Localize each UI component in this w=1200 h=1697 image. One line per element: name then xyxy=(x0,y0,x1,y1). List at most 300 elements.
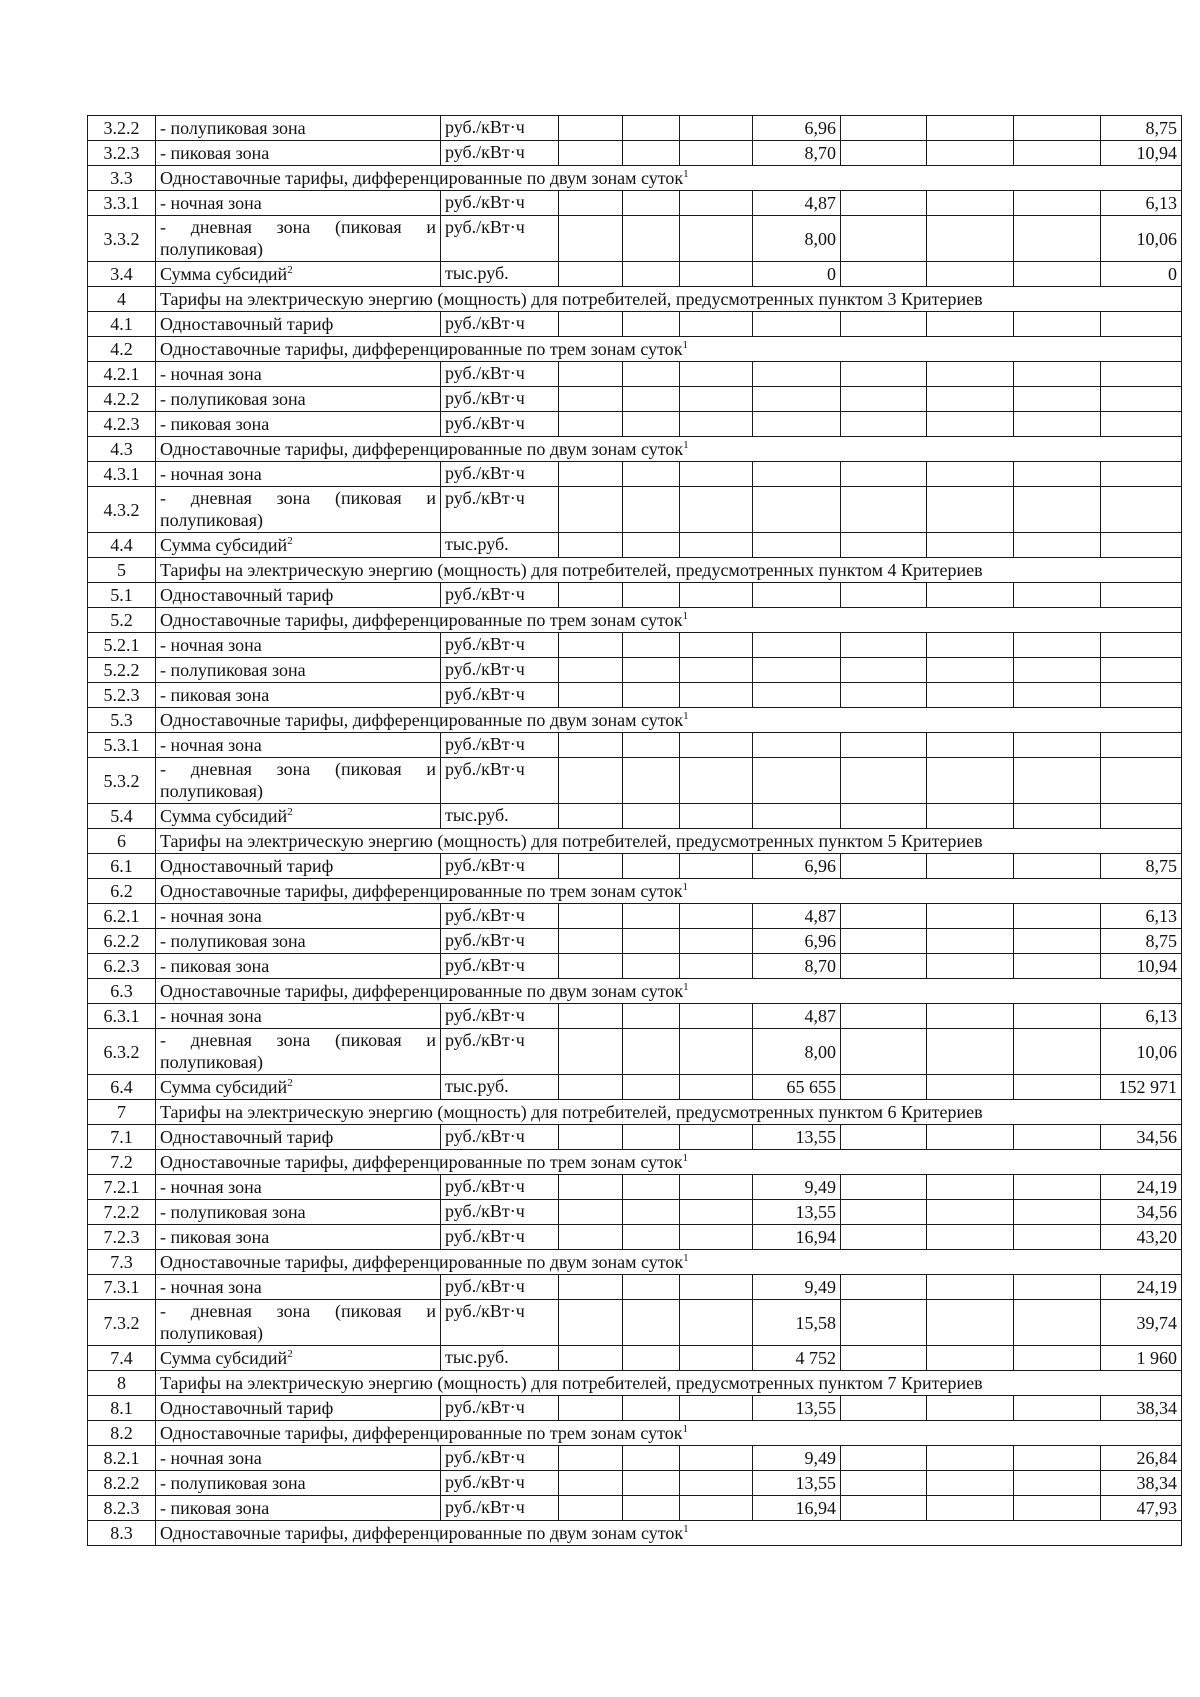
value-cell-text: 8,70 xyxy=(804,956,836,976)
value-cell xyxy=(927,116,1014,141)
row-number-cell xyxy=(88,1421,156,1446)
table-section-row xyxy=(88,558,1182,583)
value-cell xyxy=(927,362,1014,387)
row-number-cell-text: 5.3 xyxy=(110,710,133,730)
footnote-marker: 2 xyxy=(287,535,293,547)
value-cell xyxy=(680,954,753,979)
table-row xyxy=(88,904,1182,929)
value-cell xyxy=(753,412,841,437)
indicator-name-cell xyxy=(156,904,441,929)
value-cell xyxy=(623,462,680,487)
section-title-cell xyxy=(156,979,1182,1004)
section-title-cell-text: Одноставочные тарифы, дифференцированные по трем зонам суток xyxy=(160,1423,683,1443)
value-cell xyxy=(559,191,623,216)
value-cell xyxy=(680,412,753,437)
value-cell xyxy=(753,1125,841,1150)
value-cell-text: 24,19 xyxy=(1136,1277,1177,1297)
value-cell xyxy=(927,533,1014,558)
row-number-cell-text: 6.1 xyxy=(110,856,133,876)
value-cell xyxy=(841,929,927,954)
value-cell xyxy=(1014,733,1101,758)
value-cell xyxy=(1101,262,1182,287)
unit-cell xyxy=(441,312,559,337)
value-cell-text: 13,55 xyxy=(795,1127,836,1147)
value-cell xyxy=(841,1075,927,1100)
indicator-name-cell xyxy=(156,312,441,337)
value-cell xyxy=(841,1029,927,1075)
indicator-name-cell xyxy=(156,191,441,216)
row-number-cell-text: 4.2 xyxy=(110,339,133,359)
value-cell xyxy=(1101,929,1182,954)
value-cell-text: 8,00 xyxy=(804,1041,836,1062)
row-number-cell-text: 6.4 xyxy=(110,1077,133,1097)
value-cell xyxy=(559,462,623,487)
value-cell xyxy=(1101,141,1182,166)
value-cell xyxy=(623,262,680,287)
row-number-cell-text: 8.3 xyxy=(110,1523,133,1543)
value-cell xyxy=(559,487,623,533)
row-number-cell xyxy=(88,533,156,558)
value-cell xyxy=(559,1275,623,1300)
value-cell xyxy=(680,1175,753,1200)
value-cell xyxy=(559,1125,623,1150)
value-cell xyxy=(623,954,680,979)
row-number-cell-text: 5.4 xyxy=(110,806,133,826)
table-row xyxy=(88,633,1182,658)
table-section-row xyxy=(88,879,1182,904)
indicator-name-cell-text: - дневная зона (пиковая и полупиковая) xyxy=(160,1301,436,1343)
value-cell-text: 6,96 xyxy=(804,118,836,138)
indicator-name-cell-text: - ночная зона xyxy=(160,364,262,384)
value-cell xyxy=(559,362,623,387)
unit-cell xyxy=(441,1346,559,1371)
table-row xyxy=(88,533,1182,558)
row-number-cell xyxy=(88,904,156,929)
row-number-cell xyxy=(88,1075,156,1100)
value-cell xyxy=(753,362,841,387)
value-cell xyxy=(841,487,927,533)
row-number-cell-text: 4.2.1 xyxy=(103,364,140,384)
indicator-name-cell-text: Одноставочный тариф xyxy=(160,1127,334,1147)
value-cell xyxy=(753,1346,841,1371)
table-row xyxy=(88,1396,1182,1421)
unit-cell xyxy=(441,683,559,708)
value-cell xyxy=(927,1446,1014,1471)
indicator-name-cell-text: - дневная зона (пиковая и полупиковая) xyxy=(160,217,436,259)
indicator-name-cell-text: Сумма субсидий xyxy=(160,1077,288,1097)
indicator-name-cell-text: - полупиковая зона xyxy=(160,931,306,951)
value-cell xyxy=(1014,533,1101,558)
value-cell xyxy=(559,733,623,758)
value-cell xyxy=(753,141,841,166)
value-cell-text: 16,94 xyxy=(795,1498,836,1518)
unit-cell xyxy=(441,141,559,166)
value-cell xyxy=(559,804,623,829)
value-cell xyxy=(680,462,753,487)
value-cell xyxy=(680,1346,753,1371)
value-cell xyxy=(841,362,927,387)
value-cell-text: 43,20 xyxy=(1136,1227,1177,1247)
value-cell xyxy=(680,904,753,929)
unit-cell-text: руб./кВт·ч xyxy=(445,1201,525,1221)
value-cell xyxy=(680,1200,753,1225)
value-cell xyxy=(1101,191,1182,216)
row-number-cell xyxy=(88,1371,156,1396)
value-cell xyxy=(1101,312,1182,337)
value-cell xyxy=(559,929,623,954)
table-section-row xyxy=(88,1150,1182,1175)
indicator-name-cell xyxy=(156,116,441,141)
value-cell xyxy=(753,487,841,533)
value-cell xyxy=(623,487,680,533)
indicator-name-cell xyxy=(156,387,441,412)
value-cell-text: 26,84 xyxy=(1136,1448,1177,1468)
value-cell xyxy=(680,1396,753,1421)
value-cell xyxy=(841,412,927,437)
unit-cell-text: руб./кВт·ч xyxy=(445,1447,525,1467)
value-cell xyxy=(680,312,753,337)
indicator-name-cell-text: Одноставочный тариф xyxy=(160,856,334,876)
row-number-cell xyxy=(88,262,156,287)
value-cell-text: 9,49 xyxy=(804,1448,836,1468)
section-title-cell-text: Одноставочные тарифы, дифференцированные по двум зонам суток xyxy=(160,168,684,188)
row-number-cell-text: 4.2.2 xyxy=(103,389,140,409)
unit-cell-text: руб./кВт·ч xyxy=(445,1497,525,1517)
value-cell xyxy=(623,116,680,141)
value-cell xyxy=(559,1471,623,1496)
table-row xyxy=(88,854,1182,879)
value-cell xyxy=(841,462,927,487)
value-cell-text: 65 655 xyxy=(786,1077,836,1097)
unit-cell xyxy=(441,1225,559,1250)
value-cell xyxy=(841,583,927,608)
value-cell xyxy=(753,929,841,954)
value-cell xyxy=(1101,1175,1182,1200)
value-cell xyxy=(927,804,1014,829)
unit-cell-text: руб./кВт·ч xyxy=(445,634,525,654)
indicator-name-cell xyxy=(156,141,441,166)
unit-cell-text: руб./кВт·ч xyxy=(445,759,525,779)
indicator-name-cell xyxy=(156,412,441,437)
value-cell xyxy=(841,804,927,829)
indicator-name-cell xyxy=(156,854,441,879)
value-cell xyxy=(1101,1496,1182,1521)
indicator-name-cell-text: - полупиковая зона xyxy=(160,118,306,138)
value-cell xyxy=(559,533,623,558)
value-cell xyxy=(753,1275,841,1300)
row-number-cell xyxy=(88,658,156,683)
value-cell xyxy=(841,262,927,287)
value-cell-text: 10,94 xyxy=(1136,956,1177,976)
value-cell xyxy=(753,1300,841,1346)
value-cell xyxy=(623,533,680,558)
value-cell xyxy=(927,854,1014,879)
footnote-marker: 1 xyxy=(683,981,689,993)
value-cell xyxy=(680,658,753,683)
indicator-name-cell-text: - дневная зона (пиковая и полупиковая) xyxy=(160,759,436,801)
indicator-name-cell-text: - дневная зона (пиковая и полупиковая) xyxy=(160,1030,436,1072)
value-cell xyxy=(1014,1004,1101,1029)
value-cell xyxy=(841,1496,927,1521)
row-number-cell xyxy=(88,1250,156,1275)
value-cell xyxy=(1014,387,1101,412)
row-number-cell-text: 7.3 xyxy=(110,1252,133,1272)
table-section-row xyxy=(88,1421,1182,1446)
value-cell xyxy=(927,1075,1014,1100)
section-title-cell xyxy=(156,1150,1182,1175)
row-number-cell xyxy=(88,437,156,462)
value-cell xyxy=(1014,1075,1101,1100)
value-cell xyxy=(753,758,841,804)
value-cell xyxy=(623,1396,680,1421)
unit-cell-text: руб./кВт·ч xyxy=(445,1397,525,1417)
indicator-name-cell-text: - ночная зона xyxy=(160,1006,262,1026)
value-cell xyxy=(753,683,841,708)
value-cell xyxy=(927,141,1014,166)
table-row xyxy=(88,262,1182,287)
value-cell xyxy=(1014,1200,1101,1225)
row-number-cell-text: 7.2 xyxy=(110,1152,133,1172)
indicator-name-cell-text: Одноставочный тариф xyxy=(160,314,334,334)
value-cell xyxy=(927,1471,1014,1496)
value-cell xyxy=(559,1225,623,1250)
value-cell xyxy=(841,141,927,166)
value-cell xyxy=(1101,487,1182,533)
row-number-cell-text: 4.3.1 xyxy=(103,464,140,484)
value-cell xyxy=(1101,633,1182,658)
value-cell xyxy=(753,954,841,979)
value-cell xyxy=(1014,1346,1101,1371)
footnote-marker: 1 xyxy=(683,168,689,180)
unit-cell-text: руб./кВт·ч xyxy=(445,1176,525,1196)
table-row xyxy=(88,954,1182,979)
value-cell xyxy=(680,1275,753,1300)
table-row xyxy=(88,658,1182,683)
value-cell xyxy=(559,1004,623,1029)
value-cell xyxy=(1014,1496,1101,1521)
value-cell xyxy=(1101,583,1182,608)
footnote-marker: 1 xyxy=(683,439,689,451)
value-cell xyxy=(841,1125,927,1150)
unit-cell xyxy=(441,412,559,437)
row-number-cell xyxy=(88,633,156,658)
value-cell xyxy=(841,1446,927,1471)
value-cell-text: 38,34 xyxy=(1136,1398,1177,1418)
table-section-row xyxy=(88,708,1182,733)
value-cell-text: 10,06 xyxy=(1136,1041,1177,1062)
table-row xyxy=(88,116,1182,141)
row-number-cell xyxy=(88,487,156,533)
indicator-name-cell xyxy=(156,683,441,708)
row-number-cell xyxy=(88,216,156,262)
value-cell-text: 8,75 xyxy=(1145,856,1177,876)
unit-cell-text: руб./кВт·ч xyxy=(445,463,525,483)
value-cell xyxy=(623,758,680,804)
value-cell xyxy=(559,216,623,262)
value-cell xyxy=(623,1346,680,1371)
value-cell xyxy=(927,733,1014,758)
indicator-name-cell-text: - ночная зона xyxy=(160,635,262,655)
row-number-cell-text: 5.2.1 xyxy=(103,635,140,655)
row-number-cell-text: 8.2.3 xyxy=(103,1498,140,1518)
row-number-cell xyxy=(88,1521,156,1546)
unit-cell xyxy=(441,191,559,216)
table-row xyxy=(88,583,1182,608)
unit-cell xyxy=(441,1004,559,1029)
indicator-name-cell-text: - ночная зона xyxy=(160,1277,262,1297)
value-cell-text: 8,70 xyxy=(804,143,836,163)
unit-cell-text: руб./кВт·ч xyxy=(445,684,525,704)
indicator-name-cell-text: - полупиковая зона xyxy=(160,389,306,409)
value-cell xyxy=(1014,141,1101,166)
unit-cell xyxy=(441,533,559,558)
row-number-cell-text: 5.2.3 xyxy=(103,685,140,705)
value-cell xyxy=(680,1496,753,1521)
row-number-cell xyxy=(88,1446,156,1471)
value-cell xyxy=(927,412,1014,437)
row-number-cell-text: 4.1 xyxy=(110,314,133,334)
table-row xyxy=(88,1275,1182,1300)
value-cell xyxy=(623,1200,680,1225)
value-cell xyxy=(559,262,623,287)
value-cell xyxy=(623,733,680,758)
value-cell xyxy=(927,633,1014,658)
row-number-cell xyxy=(88,879,156,904)
value-cell xyxy=(927,216,1014,262)
value-cell xyxy=(623,1125,680,1150)
value-cell xyxy=(1014,1275,1101,1300)
row-number-cell xyxy=(88,558,156,583)
row-number-cell-text: 3.4 xyxy=(110,264,133,284)
value-cell xyxy=(1014,191,1101,216)
unit-cell xyxy=(441,954,559,979)
table-section-row xyxy=(88,337,1182,362)
row-number-cell xyxy=(88,387,156,412)
value-cell xyxy=(623,387,680,412)
row-number-cell-text: 7.1 xyxy=(110,1127,133,1147)
value-cell xyxy=(1101,1029,1182,1075)
table-row xyxy=(88,1300,1182,1346)
value-cell xyxy=(559,633,623,658)
row-number-cell-text: 5 xyxy=(117,560,126,580)
value-cell xyxy=(623,1004,680,1029)
value-cell xyxy=(623,1471,680,1496)
section-title-cell-text: Тарифы на электрическую энергию (мощность) для потребителей, предусмотренных пунктом 5 Критериев xyxy=(160,831,983,851)
section-title-cell-text: Одноставочные тарифы, дифференцированные по трем зонам суток xyxy=(160,1152,683,1172)
row-number-cell xyxy=(88,166,156,191)
value-cell xyxy=(927,1029,1014,1075)
value-cell xyxy=(927,462,1014,487)
value-cell xyxy=(927,1125,1014,1150)
unit-cell-text: руб./кВт·ч xyxy=(445,192,525,212)
value-cell xyxy=(1101,1300,1182,1346)
section-title-cell xyxy=(156,287,1182,312)
value-cell xyxy=(841,1346,927,1371)
value-cell xyxy=(623,1496,680,1521)
value-cell xyxy=(841,216,927,262)
section-title-cell xyxy=(156,829,1182,854)
value-cell xyxy=(680,262,753,287)
footnote-marker: 1 xyxy=(682,339,688,351)
value-cell-text: 152 971 xyxy=(1118,1077,1177,1097)
value-cell xyxy=(927,387,1014,412)
value-cell xyxy=(680,1125,753,1150)
footnote-marker: 2 xyxy=(287,1077,293,1089)
value-cell xyxy=(927,904,1014,929)
row-number-cell xyxy=(88,412,156,437)
value-cell xyxy=(927,954,1014,979)
row-number-cell xyxy=(88,954,156,979)
value-cell xyxy=(753,1029,841,1075)
value-cell xyxy=(1014,216,1101,262)
value-cell xyxy=(623,904,680,929)
indicator-name-cell-text: - ночная зона xyxy=(160,464,262,484)
table-row xyxy=(88,929,1182,954)
value-cell xyxy=(1014,362,1101,387)
table-row xyxy=(88,191,1182,216)
value-cell xyxy=(680,929,753,954)
indicator-name-cell xyxy=(156,1125,441,1150)
value-cell-text: 8,75 xyxy=(1145,118,1177,138)
value-cell-text: 4,87 xyxy=(804,193,836,213)
footnote-marker: 2 xyxy=(287,806,293,818)
table-row xyxy=(88,412,1182,437)
value-cell xyxy=(1101,1446,1182,1471)
row-number-cell-text: 8 xyxy=(117,1373,126,1393)
value-cell xyxy=(559,658,623,683)
row-number-cell xyxy=(88,287,156,312)
indicator-name-cell xyxy=(156,1496,441,1521)
indicator-name-cell xyxy=(156,1029,441,1075)
section-title-cell-text: Тарифы на электрическую энергию (мощность) для потребителей, предусмотренных пунктом 7 Критериев xyxy=(160,1373,983,1393)
indicator-name-cell-text: - ночная зона xyxy=(160,735,262,755)
value-cell-text: 8,00 xyxy=(804,228,836,249)
value-cell xyxy=(680,141,753,166)
indicator-name-cell xyxy=(156,462,441,487)
unit-cell-text: руб./кВт·ч xyxy=(445,1126,525,1146)
indicator-name-cell xyxy=(156,216,441,262)
value-cell xyxy=(1101,1125,1182,1150)
row-number-cell xyxy=(88,1004,156,1029)
unit-cell xyxy=(441,1175,559,1200)
indicator-name-cell-text: Одноставочный тариф xyxy=(160,1398,334,1418)
row-number-cell-text: 6.2.2 xyxy=(103,931,140,951)
value-cell xyxy=(559,1300,623,1346)
value-cell xyxy=(623,362,680,387)
value-cell-text: 47,93 xyxy=(1136,1498,1177,1518)
table-row xyxy=(88,141,1182,166)
unit-cell xyxy=(441,116,559,141)
value-cell xyxy=(559,1029,623,1075)
unit-cell xyxy=(441,387,559,412)
unit-cell-text: тыс.руб. xyxy=(445,534,509,554)
row-number-cell xyxy=(88,1175,156,1200)
value-cell xyxy=(623,633,680,658)
row-number-cell-text: 3.3.2 xyxy=(103,228,140,249)
section-title-cell-text: Одноставочные тарифы, дифференцированные по трем зонам суток xyxy=(160,881,683,901)
value-cell xyxy=(753,904,841,929)
value-cell xyxy=(623,804,680,829)
value-cell xyxy=(753,312,841,337)
value-cell xyxy=(680,216,753,262)
value-cell xyxy=(623,658,680,683)
value-cell xyxy=(841,387,927,412)
value-cell xyxy=(623,216,680,262)
unit-cell xyxy=(441,1396,559,1421)
value-cell xyxy=(1014,1396,1101,1421)
value-cell-text: 13,55 xyxy=(795,1398,836,1418)
value-cell xyxy=(1014,1029,1101,1075)
